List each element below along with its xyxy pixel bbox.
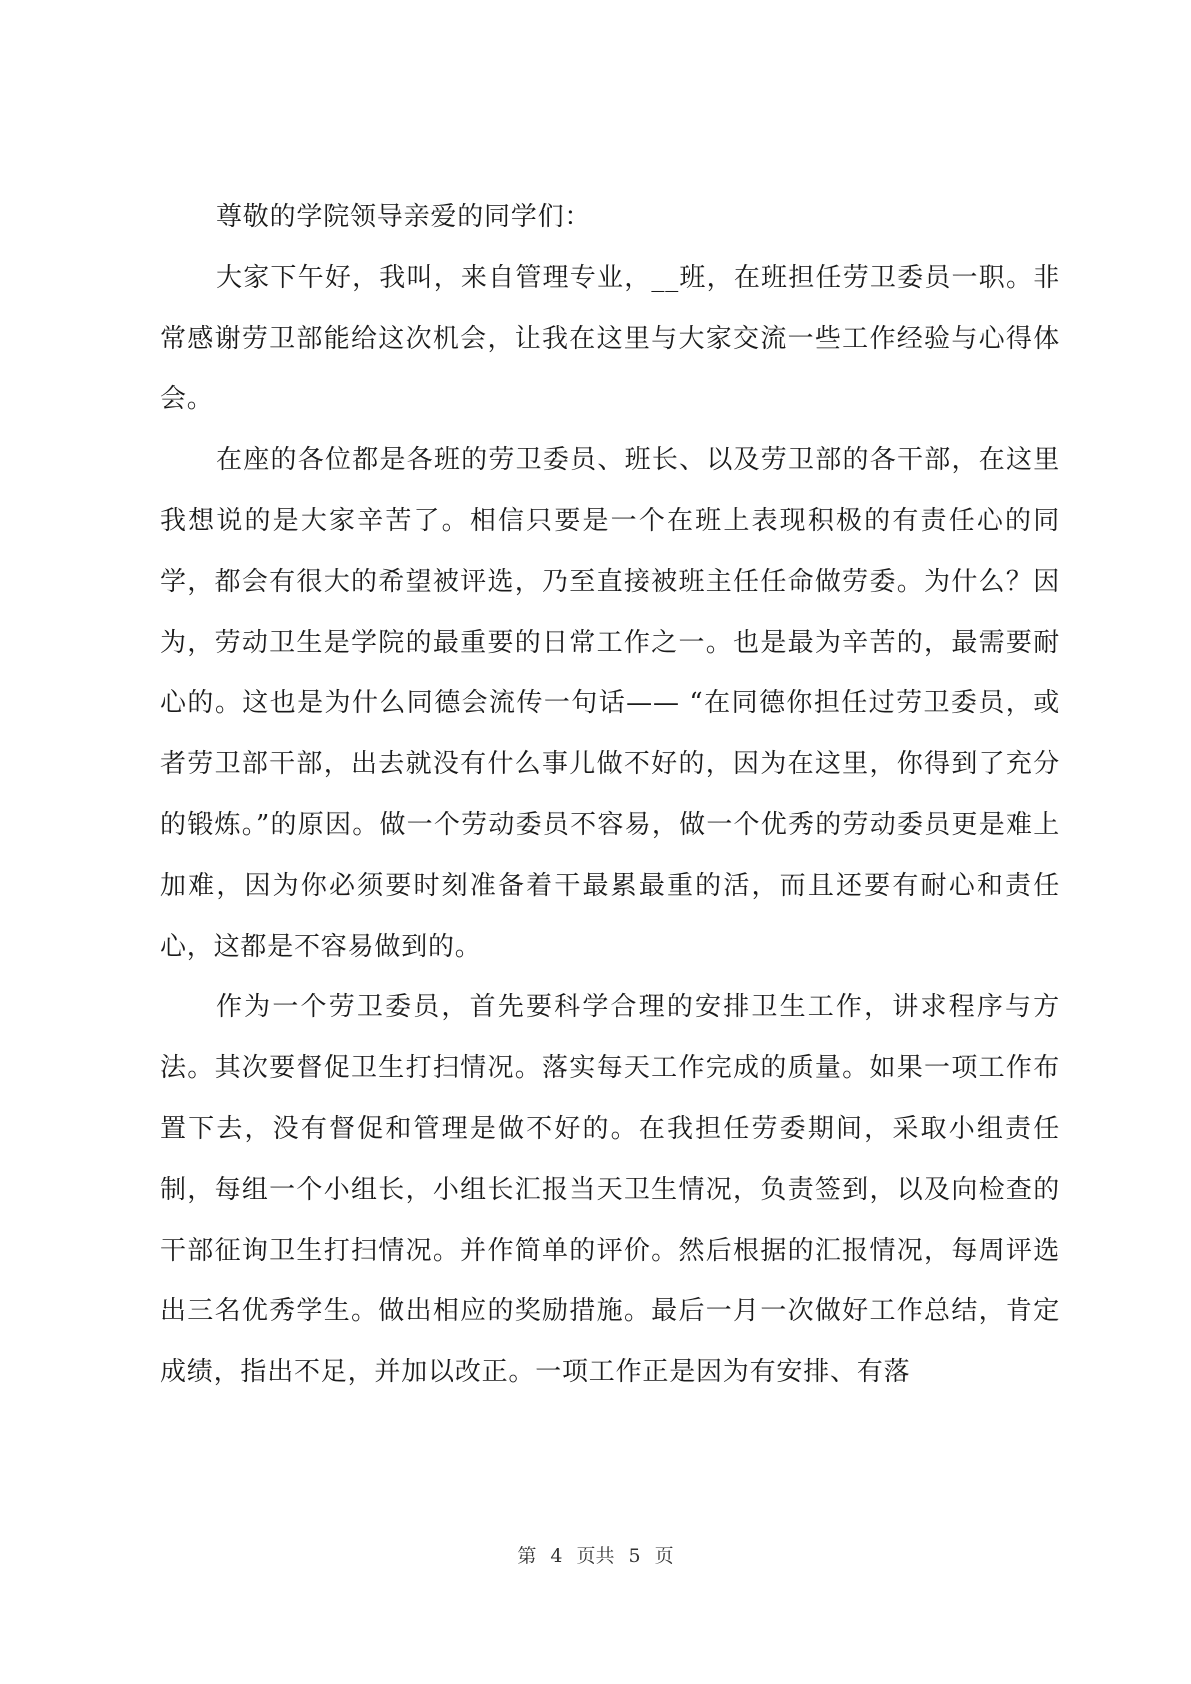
- salutation: 尊敬的学院领导亲爱的同学们：: [216, 202, 592, 232]
- footer-prefix: 第: [517, 1545, 537, 1567]
- paragraph-work-method: 作为一个劳卫委员，首先要科学合理的安排卫生工作，讲求程序与方法。其次要督促卫生打扫情况。落实每天工作完成的质量。如果一项工作布置下去，没有督促和管理是做不好的。在我担任劳委期间，采取小组责任制，每组一个小组长，小组长汇报当天卫生情况，负责签到，以及向检查的干部征询卫生打扫情况。并作简单的评价。然后根据的汇报情况，每周评选出三名优秀学生。做出相应的奖励措施。最后一月一次做好工作总结，肯定成绩，指出不足，并加以改正。一项工作正是因为有安排、有落: [160, 992, 1060, 1388]
- document-body: [160, 187, 1060, 1403]
- footer-middle: 页共: [576, 1545, 615, 1567]
- footer-total-pages: 5: [628, 1545, 641, 1567]
- paragraph-role-importance: 在座的各位都是各班的劳卫委员、班长、以及劳卫部的各干部，在这里我想说的是大家辛苦了。相信只要是一个在班上表现积极的有责任心的同学，都会有很大的希望被评选，乃至直接被班主任任命做劳委。为什么？因为，劳动卫生是学院的最重要的日常工作之一。也是最为辛苦的，最需要耐心的。这也是为什么同德会流传一句话—— “在同德你担任过劳卫委员，或者劳卫部干部，出去就没有什么事儿做不好的，因为在这里，你得到了充分的锻炼。”的原因。做一个劳动委员不容易，做一个优秀的劳动委员更是难上加难，因为你必须要时刻准备着干最累最重的活，而且还要有耐心和责任心，这都是不容易做到的。: [160, 445, 1060, 962]
- footer-current-page: 4: [550, 1545, 563, 1567]
- paragraph-intro: 大家下午好，我叫，来自管理专业，__班，在班担任劳卫委员一职。非常感谢劳卫部能给这次机会，让我在这里与大家交流一些工作经验与心得体会。: [160, 262, 1060, 415]
- footer-suffix: 页: [654, 1545, 674, 1567]
- page-footer: [0, 1541, 1191, 1568]
